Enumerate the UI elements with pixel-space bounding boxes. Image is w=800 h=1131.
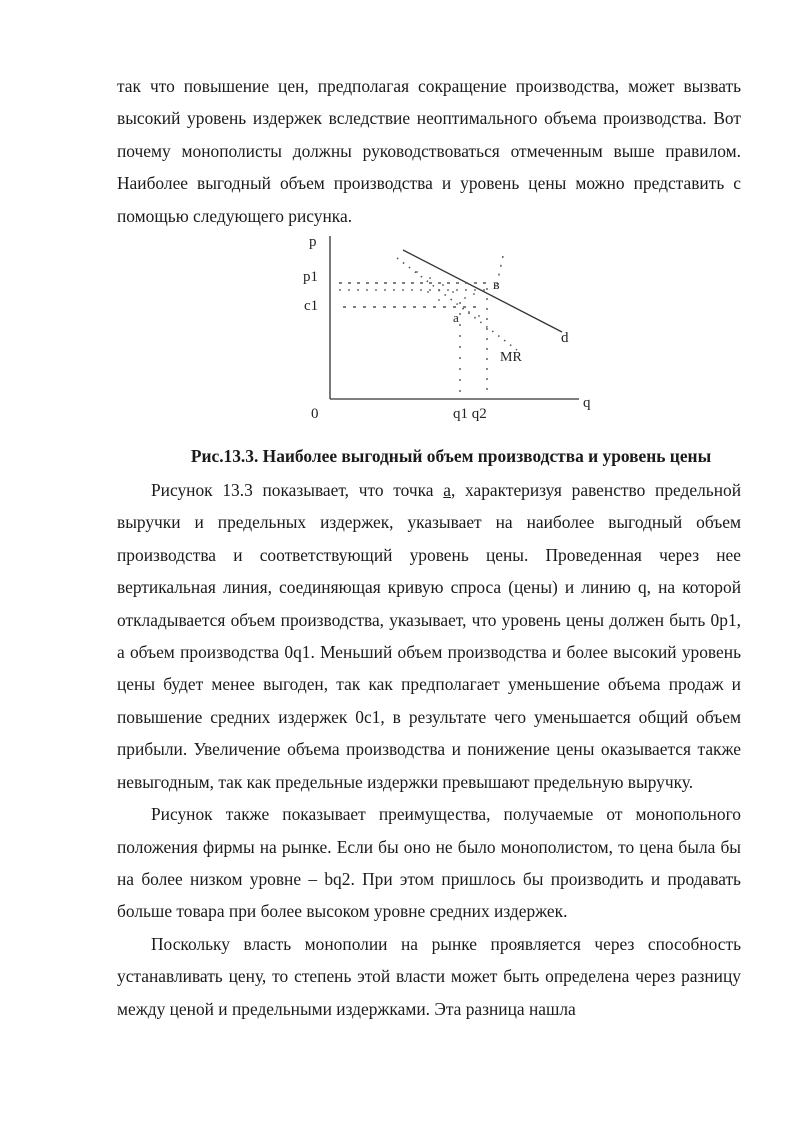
ac-dot (427, 291, 429, 293)
ac-curve-dots (416, 271, 480, 317)
paragraph-text: Рисунок 13.3 показывает, что точка (151, 480, 444, 501)
ac-dot (438, 299, 440, 301)
ac-dot (478, 315, 480, 317)
ac-dot (442, 284, 444, 286)
point-label-a: a (453, 310, 459, 326)
origin-label: 0 (311, 406, 319, 423)
curve-label-mr: MR (500, 350, 522, 366)
demand-line (403, 250, 562, 332)
figure-caption: Рис.13.3. Наиболее выгодный объем производства и уровень цены (190, 446, 712, 467)
ac-dot (452, 291, 454, 293)
tick-labels-q1-q2: q1 q2 (453, 406, 487, 423)
axis-label-p: p (309, 234, 317, 251)
paragraph-figure-explanation (117, 474, 741, 798)
ac-dot (416, 271, 418, 273)
paragraph-monopoly-power: Поскольку власть монополии на рынке проявляется через способность устанавливать цену, то степень этой власти может быть определена через разницу между ценой и предельными издержками. Эта разница нашла (117, 933, 741, 1019)
mr-curve (397, 258, 517, 350)
ac-dot (468, 311, 470, 313)
ac-dot (429, 277, 431, 279)
paragraph-intro: так что повышение цен, предполагая сокращение производства, может вызвать высокий уровень издержек вследствие неоптимального объема производства. Вот почему монополисты должны руководствоваться отмеченным выше правилом. Наиболее выгодный объем производства и уровень цены можно представить с помощью следующего рисунка. (117, 76, 741, 226)
ac-dot (473, 293, 475, 295)
axis-label-q: q (583, 395, 591, 412)
monopoly-diagram (117, 232, 741, 434)
page-content (117, 70, 741, 1025)
paragraph-monopoly-advantages: Рисунок также показывает преимущества, получаемые от монопольного положения фирмы на рынке. Если бы оно не было монополистом, то цена была бы на более низком уровне – bq2. При этом пришлось бы производить и продавать больше товара при более высоком уровне средних издержек. (117, 804, 741, 922)
curve-label-d: d (561, 330, 569, 347)
ac-dot (464, 297, 466, 299)
tick-label-p1: p1 (303, 269, 318, 286)
point-label-b: в (493, 278, 500, 294)
point-a-reference: a (443, 480, 451, 501)
paragraph-text: , характеризуя равенство предельной выручки и предельных издержек, указывает на наиболее выгодный объем производства и соответствующий уровень цены. Проведенная через нее вертикальная линия, соединяющая кривую спроса (цены) и линию q, на которой откладывается объем производства, указывает, что уровень цены должен быть 0p1, а объем производства 0q1. Меньший объем производства и более высокий уровень цены будет менее выгоден, так как предполагает уменьшение объема продаж и повышение средних издержек 0c1, в результате чего уменьшается общий объем прибыли. Увеличение объема производства и понижение цены оказывается также невыгодным, так как предельные издержки превышают предельную выручку. (117, 480, 741, 792)
figure-13-3 (117, 232, 741, 434)
tick-label-c1: c1 (304, 298, 319, 315)
